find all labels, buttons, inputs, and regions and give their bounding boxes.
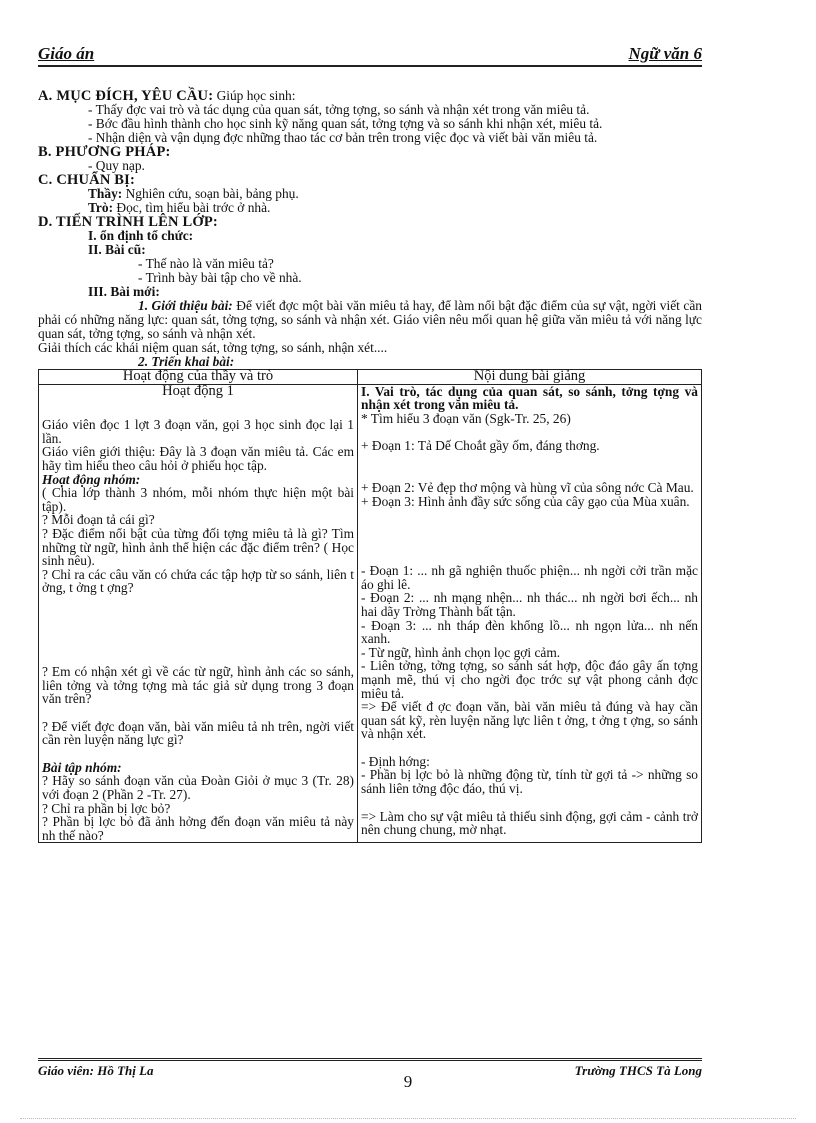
content-line: => Để viết đ ợc đoạn văn, bài văn miêu tả đúng và hay cần quan sát kỹ, rèn luyện năng lực liên t ởng, t ởng t ợng, so sánh và nhận xét. xyxy=(361,699,698,742)
section-a-item: - Nhận diện và vận dụng đợc những thao tác cơ bản trên trong việc đọc và viết bài văn miêu tả. xyxy=(88,130,598,145)
activity-line: ? Để viết đợc đoạn văn, bài văn miêu tả nh trên, ngời viết cần rèn luyện năng lực gì? xyxy=(42,718,354,748)
document-body xyxy=(38,89,702,843)
footer-school: Trường THCS Tà Long xyxy=(574,1063,702,1078)
content-line: + Đoạn 2: Vẻ đẹp thơ mộng và hùng vĩ của sông nớc Cà Mau. xyxy=(361,479,694,495)
col-header-left: Hoạt động của thầy và trò xyxy=(39,370,358,385)
section-a-lead: Giúp học sinh: xyxy=(213,88,296,103)
activity-line: ? Mỗi đoạn tả cái gì? xyxy=(42,512,155,528)
student-label: Trò: xyxy=(88,200,114,215)
lesson-table xyxy=(38,369,702,843)
content-line: + Đoạn 1: Tả Dế Choắt gầy ốm, đáng thơng. xyxy=(361,438,600,454)
activity-heading: Hoạt động 1 xyxy=(162,382,234,399)
page-header xyxy=(38,44,702,67)
section-c-title: C. CHUẨN BỊ: xyxy=(38,172,136,188)
content-line: - Đoạn 2: ... nh mạng nhện... nh thác... nh ngời bơi ếch... nh hai dãy Trờng Thành bất tận. xyxy=(361,590,698,619)
header-right: Ngữ văn 6 xyxy=(628,44,702,63)
activity-line: ? Hãy so sánh đoạn văn của Đoàn Giỏi ở mục 3 (Tr. 28) với đoạn 2 (Phần 2 -Tr. 27). xyxy=(42,773,354,803)
content-line: => Làm cho sự vật miêu tả thiếu sinh động, gợi cảm - cảnh trở nên chung chung, mờ nhạt. xyxy=(361,808,698,838)
section-a-item: - Thấy đợc vai trò và tác dụng của quan sát, tởng tợng, so sánh và nhận xét trong văn miêu tả. xyxy=(88,102,590,117)
content-line: - Định hớng: xyxy=(361,753,430,769)
content-heading: I. Vai trò, tác dụng của quan sát, so sánh, tởng tợng và nhận xét trong văn miêu tả. xyxy=(361,383,698,413)
exercise-label: Bài tập nhóm: xyxy=(42,759,122,775)
document-page xyxy=(38,44,702,843)
footer-teacher: Giáo viên: Hồ Thị La xyxy=(38,1063,154,1078)
dev-label: 2. Triển khai bài: xyxy=(138,354,235,369)
intro-label: 1. Giới thiệu bài: xyxy=(138,298,233,313)
content-line: - Đoạn 1: ... nh gã nghiện thuốc phiện... nh ngời cởi trần mặc áo ghi lê. xyxy=(361,563,698,592)
content-line: - Phần bị lợc bỏ là những động từ, tính từ gợi tả -> những so sánh liên tởng độc đáo, thú vị. xyxy=(361,767,698,797)
activity-line: ? Chỉ ra phần bị lợc bỏ? xyxy=(42,800,171,816)
activity-line: ? Em có nhận xét gì về các từ ngữ, hình ảnh các so sánh, liên tởng và tởng tợng mà tác giả sử dụng trong 3 đoạn văn trên? xyxy=(42,663,354,707)
activity-line: Giáo viên giới thiệu: Đây là 3 đoạn văn miêu tả. Các em hãy tìm hiểu theo câu hỏi ở phiếu học tập. xyxy=(42,444,354,473)
explain-text: Giải thích các khái niệm quan sát, tởng tợng, so sánh, nhận xét.... xyxy=(38,340,388,355)
content-line: - Từ ngữ, hình ảnh chọn lọc gợi cảm. xyxy=(361,644,561,660)
activities-cell xyxy=(39,384,358,843)
section-d-title: D. TIẾN TRÌNH LÊN LỚP: xyxy=(38,214,218,230)
review-question: - Trình bày bài tập cho về nhà. xyxy=(138,270,302,285)
activity-line: ? Đặc điểm nổi bật của từng đối tợng miêu tả là gì? Tìm những từ ngữ, hình ảnh thể hiện các đặc điểm trên? ( Học sinh nêu). xyxy=(42,525,354,569)
activity-line: ? Chỉ ra các câu văn có chứa các tập hợp từ so sánh, liên t ởng, t ởng t ợng? xyxy=(42,566,354,596)
section-b-title: B. PHƯƠNG PHÁP: xyxy=(38,144,171,160)
teacher-prep: Nghiên cứu, soạn bài, bảng phụ. xyxy=(122,186,299,201)
content-cell xyxy=(358,384,702,843)
header-left: Giáo án xyxy=(38,44,95,63)
content-line: - Đoạn 3: ... nh tháp đèn khổng lồ... nh ngọn lửa... nh nến xanh. xyxy=(361,617,698,647)
activity-line: ( Chia lớp thành 3 nhóm, mỗi nhóm thực hiện một bài tập). xyxy=(42,485,354,514)
review-question: - Thế nào là văn miêu tả? xyxy=(138,256,274,271)
activity-line: ? Phần bị lợc bỏ đã ảnh hởng đến đoạn văn miêu tả này nh thế nào? xyxy=(42,814,354,843)
content-line: * Tìm hiểu 3 đoạn văn (Sgk-Tr. 25, 26) xyxy=(361,410,571,426)
section-a-item: - Bớc đầu hình thành cho học sinh kỹ năng quan sát, tởng tợng và so sánh khi nhận xét, miêu tả. xyxy=(88,116,603,131)
activity-line: Giáo viên đọc 1 lợt 3 đoạn văn, gọi 3 học sinh đọc lại 1 lần. xyxy=(42,417,354,446)
step-3: III. Bài mới: xyxy=(88,284,160,299)
intro-text: Để viết đợc một bài văn miêu tả hay, để làm nổi bật đặc điểm của sự vật, ngời viết cần phải có những năng lực: quan sát, tởng tợng, so sánh và nhận xét. Giáo viên nêu mối quan hệ giữa văn miêu tả với năng lực quan sát, tởng tợng, so sánh và nhận xét. xyxy=(38,298,702,341)
section-a-title: A. MỤC ĐÍCH, YÊU CẦU: xyxy=(38,88,214,104)
col-header-right: Nội dung bài giảng xyxy=(358,370,702,385)
step-2: II. Bài cũ: xyxy=(88,242,146,257)
teacher-label: Thầy: xyxy=(88,186,123,201)
student-prep: Đọc, tìm hiểu bài trớc ở nhà. xyxy=(113,200,271,215)
content-line: - Liên tởng, tởng tợng, so sánh sát hợp, độc đáo gây ấn tợng mạnh mẽ, thú vị cho ngời đọc trớc sự vật phong cảnh đợc miêu tả. xyxy=(361,658,698,701)
page-number: 9 xyxy=(403,1072,413,1091)
content-line: + Đoạn 3: Hình ảnh đầy sức sống của cây gạo của Mùa xuân. xyxy=(361,493,690,509)
section-b-item: - Quy nạp. xyxy=(88,158,145,173)
step-1: I. ổn định tổ chức: xyxy=(88,228,194,243)
group-label: Hoạt động nhóm: xyxy=(42,471,141,487)
page-bottom-rule xyxy=(20,1118,796,1119)
